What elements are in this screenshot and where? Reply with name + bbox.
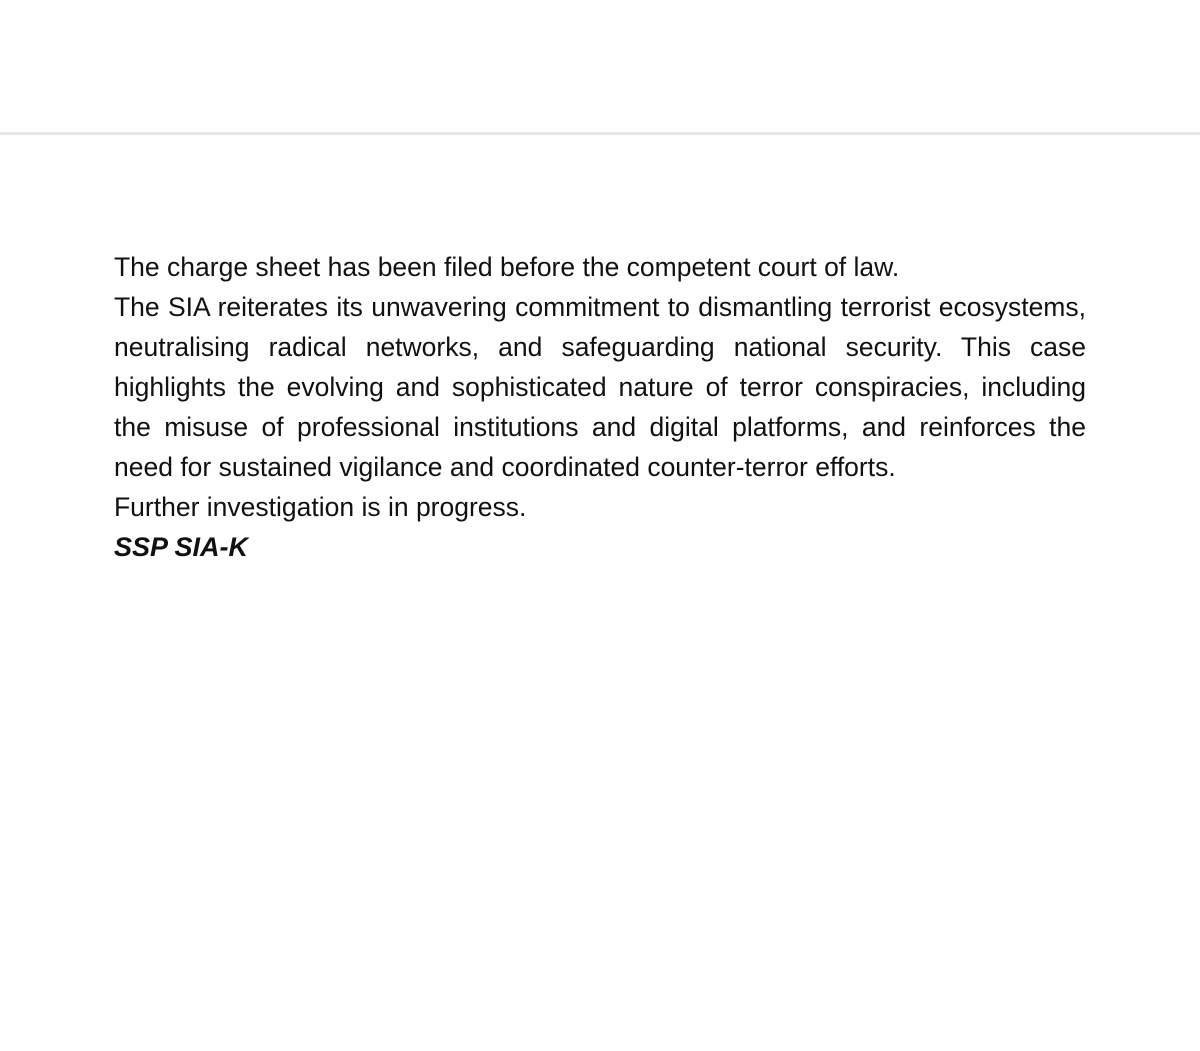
document-body [114,247,1086,567]
header-divider [0,132,1200,135]
paragraph-commitment: The SIA reiterates its unwavering commitment to dismantling terrorist ecosystems, neutralising radical networks, and safeguarding national security. This case highlights the evolving and sophisticated nature of terror conspiracies, including the misuse of professional institutions and digital platforms, and reinforces the need for sustained vigilance and coordinated counter-terror efforts. [114,292,1086,482]
paragraph-investigation: Further investigation is in progress. [114,492,527,522]
signature: SSP SIA-K [114,532,249,562]
paragraph-charge-sheet: The charge sheet has been filed before the competent court of law. [114,252,900,282]
